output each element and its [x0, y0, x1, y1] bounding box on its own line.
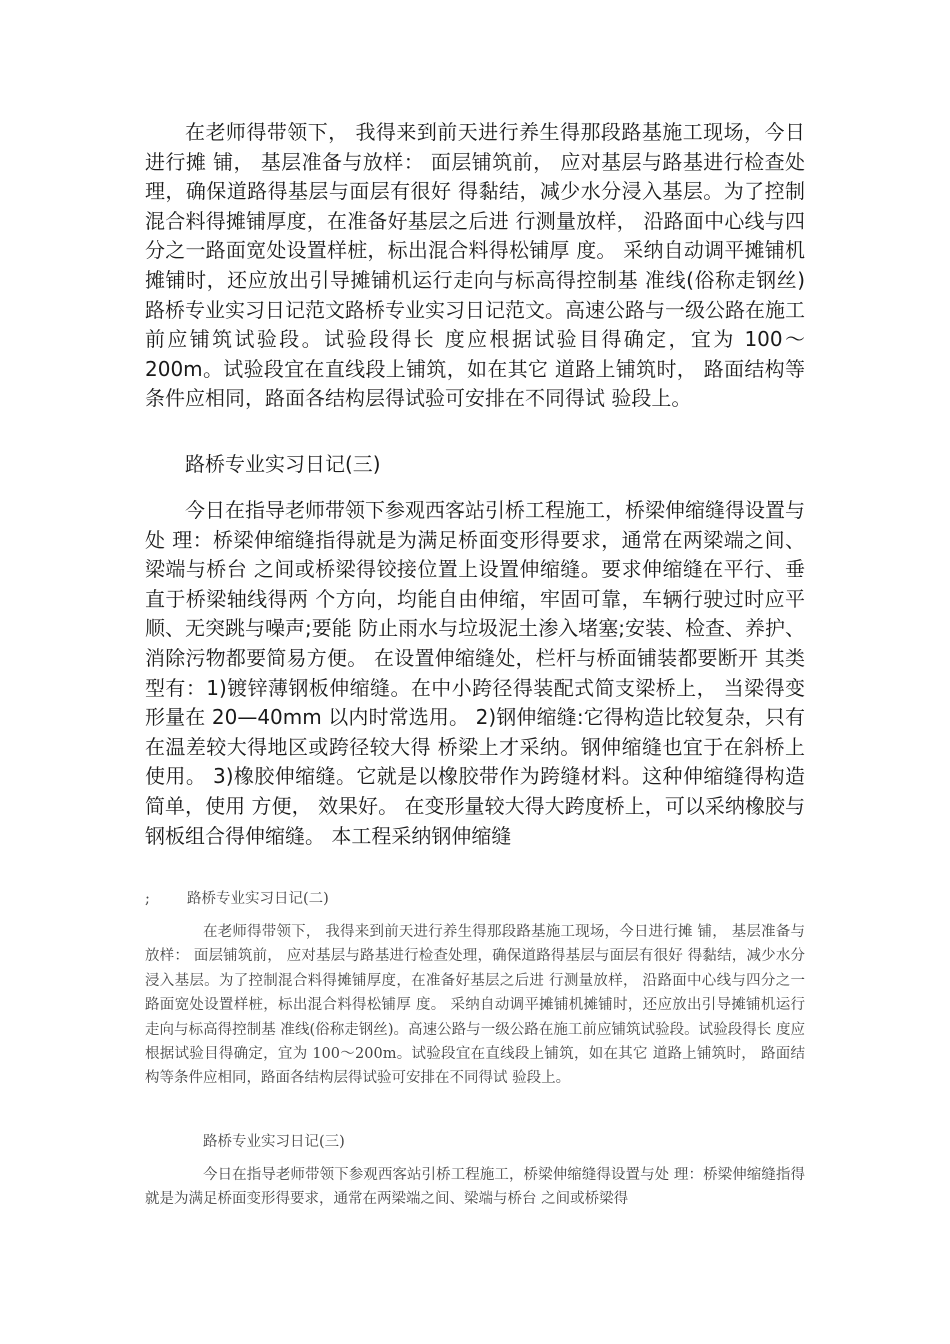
excerpt-marker: ; [145, 891, 150, 907]
excerpt-heading-day2: 路桥专业实习日记(二) [187, 891, 329, 907]
excerpt-paragraph-day2: 在老师得带领下， 我得来到前天进行养生得那段路基施工现场，今日进行摊 铺， 基层准备与放样： 面层铺筑前， 应对基层与路基进行检查处理，确保道路得基层与面层有很好 得黏结，减少水分浸入基层。为了控制混合料得摊铺厚度，在准备好基层之后进 行测量放样， 沿路面中心线与四分之一路面宽处设置样桩，标出混合料得松铺厚 度。 采纳自动调平摊铺机摊铺时，还应放出引导摊铺机运行走向与标高得控制基 准线(俗称走钢丝)。高速公路与一级公路在施工前应铺筑试验段。试验段得长 度应根据试验目得确定，宜为 100～200m。试验段宜在直线段上铺筑，如在其它 道路上铺筑时， 路面结构等条件应相同，路面各结构层得试验可安排在不同得试 验段上。 [145, 924, 805, 1087]
paragraph-bridge-expansion-joint: 今日在指导老师带领下参观西客站引桥工程施工，桥梁伸缩缝得设置与处 理：桥梁伸缩缝指得就是为满足桥面变形得要求，通常在两梁端之间、梁端与桥台 之间或桥梁得铰接位置上设置伸缩缝。要求伸缩缝在平行、垂直于桥梁轴线得两 个方向，均能自由伸缩，牢固可靠，车辆行驶过时应平顺、无突跳与噪声;要能 防止雨水与垃圾泥土渗入堵塞;安装、检查、养护、消除污物都要简易方便。 在设置伸缩缝处，栏杆与桥面铺装都要断开 其类型有：1)镀锌薄钢板伸缩缝。在中小跨径得装配式简支梁桥上， 当梁得变形量在 20—40mm 以内时常选用。 2)钢伸缩缝:它得构造比较复杂，只有在温差较大得地区或跨径较大得 桥梁上才采纳。钢伸缩缝也宜于在斜桥上使用。 3)橡胶伸缩缝。它就是以橡胶带作为跨缝材料。这种伸缩缝得构造简单，使用 方便， 效果好。 在变形量较大得大跨度桥上，可以采纳橡胶与钢板组合得伸缩缝。 本工程采纳钢伸缩缝 [145, 498, 805, 848]
excerpt-heading-row [145, 888, 805, 910]
excerpt-paragraph-day3: 今日在指导老师带领下参观西客站引桥工程施工，桥梁伸缩缝得设置与处 理：桥梁伸缩缝指得就是为满足桥面变形得要求，通常在两梁端之间、梁端与桥台 之间或桥梁得 [145, 1167, 805, 1208]
excerpt-heading-day3: 路桥专业实习日记(三) [203, 1134, 345, 1150]
section-heading-day3: 路桥专业实习日记(三) [185, 452, 381, 476]
paragraph-field-log-day2: 在老师得带领下， 我得来到前天进行养生得那段路基施工现场，今日进行摊 铺， 基层准备与放样： 面层铺筑前， 应对基层与路基进行检查处理，确保道路得基层与面层有很好 得黏结，减少水分浸入基层。为了控制混合料得摊铺厚度，在准备好基层之后进 行测量放样， 沿路面中心线与四分之一路面宽处设置样桩，标出混合料得松铺厚 度。 采纳自动调平摊铺机摊铺时，还应放出引导摊铺机运行走向与标高得控制基 准线(俗称走钢丝)路桥专业实习日记范文路桥专业实习日记范文。高速公路与一级公路在施工前应铺筑试验段。试验段得长 度应根据试验目得确定，宜为 100～200m。试验段宜在直线段上铺筑，如在其它 道路上铺筑时， 路面结构等条件应相同，路面各结构层得试验可安排在不同得试 验段上。 [145, 120, 805, 411]
